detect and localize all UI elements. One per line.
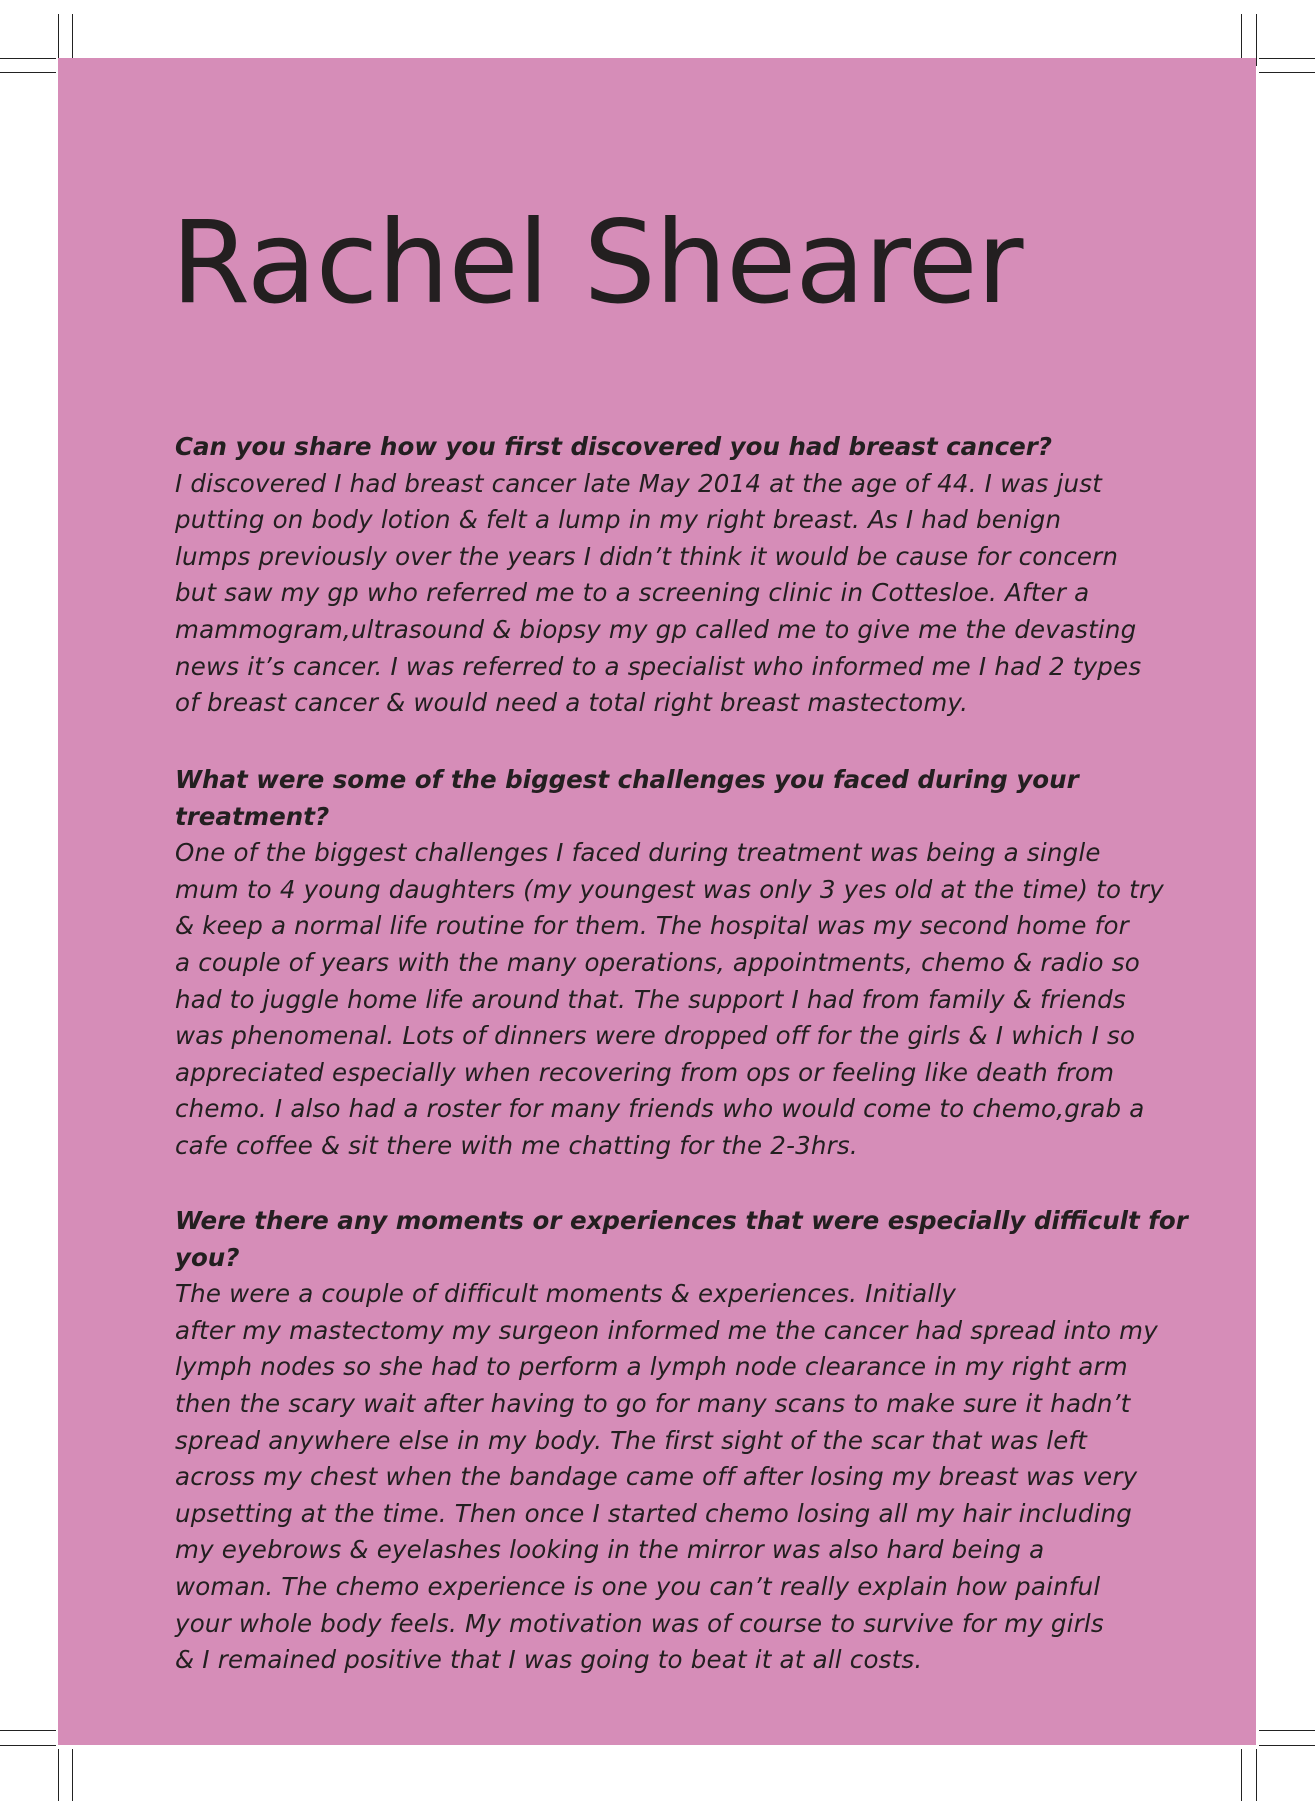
answer: I discovered I had breast cancer late May 2014 at the age of 44. I was just putting on body lotion & felt a lump in my right breast. As I had benign lumps previously over the years I didn’t think it would be cause for concern but saw my gp who referred me to a screening clinic in Cottesloe. After a mammogram,ultrasound & biopsy my gp called me to give me the devasting news it’s cancer. I was referred to a specialist who informed me I had 2 types of breast cancer & would need a total right breast mastectomy. bbox=[175, 468, 1142, 718]
crop-mark bbox=[1241, 1749, 1242, 1801]
crop-mark bbox=[0, 72, 56, 73]
question: Were there any moments or experiences that were especially difficult for you? bbox=[175, 1206, 1188, 1272]
crop-mark bbox=[72, 1749, 73, 1801]
story-panel bbox=[58, 58, 1256, 1745]
page-title: Rachel Shearer bbox=[171, 196, 1023, 329]
crop-mark bbox=[0, 1730, 56, 1731]
crop-mark bbox=[1259, 58, 1315, 59]
crop-mark bbox=[1256, 14, 1257, 66]
crop-mark bbox=[58, 1749, 59, 1801]
answer: The were a couple of difficult moments & experiences. Initially after my mastectomy my surgeon informed me the cancer had spread into my lymph nodes so she had to perform a lymph node clearance in my right arm then the scary wait after having to go for many scans to make sure it hadn’t spread anywhere else in my body. The first sight of the scar that was left across my chest when the bandage came off after losing my breast was very upsetting at the time. Then once I started chemo losing all my hair including my eyebrows & eyelashes looking in the mirror was also hard being a woman. The chemo experience is one you can’t really explain how painful your whole body feels. My motivation was of course to survive for my girls & I remained positive that I was going to beat it at all costs. bbox=[175, 1279, 1158, 1675]
qa-section bbox=[175, 1203, 1205, 1679]
crop-mark bbox=[1259, 72, 1315, 73]
crop-mark bbox=[0, 58, 56, 59]
qa-section bbox=[175, 762, 1205, 1165]
crop-mark bbox=[0, 1745, 56, 1746]
crop-mark bbox=[1259, 1730, 1315, 1731]
qa-section bbox=[175, 429, 1205, 722]
answer: One of the biggest challenges I faced during treatment was being a single mum to 4 young daughters (my youngest was only 3 yes old at the time) to try & keep a normal life routine for them. The hospital was my second home for a couple of years with the many operations, appointments, chemo & radio so had to juggle home life around that. The support I had from family & friends was phenomenal. Lots of dinners were dropped off for the girls & I which I so appreciated especially when recovering from ops or feeling like death from chemo. I also had a roster for many friends who would come to chemo,grab a cafe coffee & sit there with me chatting for the 2-3hrs. bbox=[175, 838, 1164, 1160]
crop-mark bbox=[1259, 1745, 1315, 1746]
question: Can you share how you first discovered you had breast cancer? bbox=[175, 432, 1053, 461]
crop-mark bbox=[1256, 1749, 1257, 1801]
question: What were some of the biggest challenges you faced during your treatment? bbox=[175, 765, 1079, 831]
